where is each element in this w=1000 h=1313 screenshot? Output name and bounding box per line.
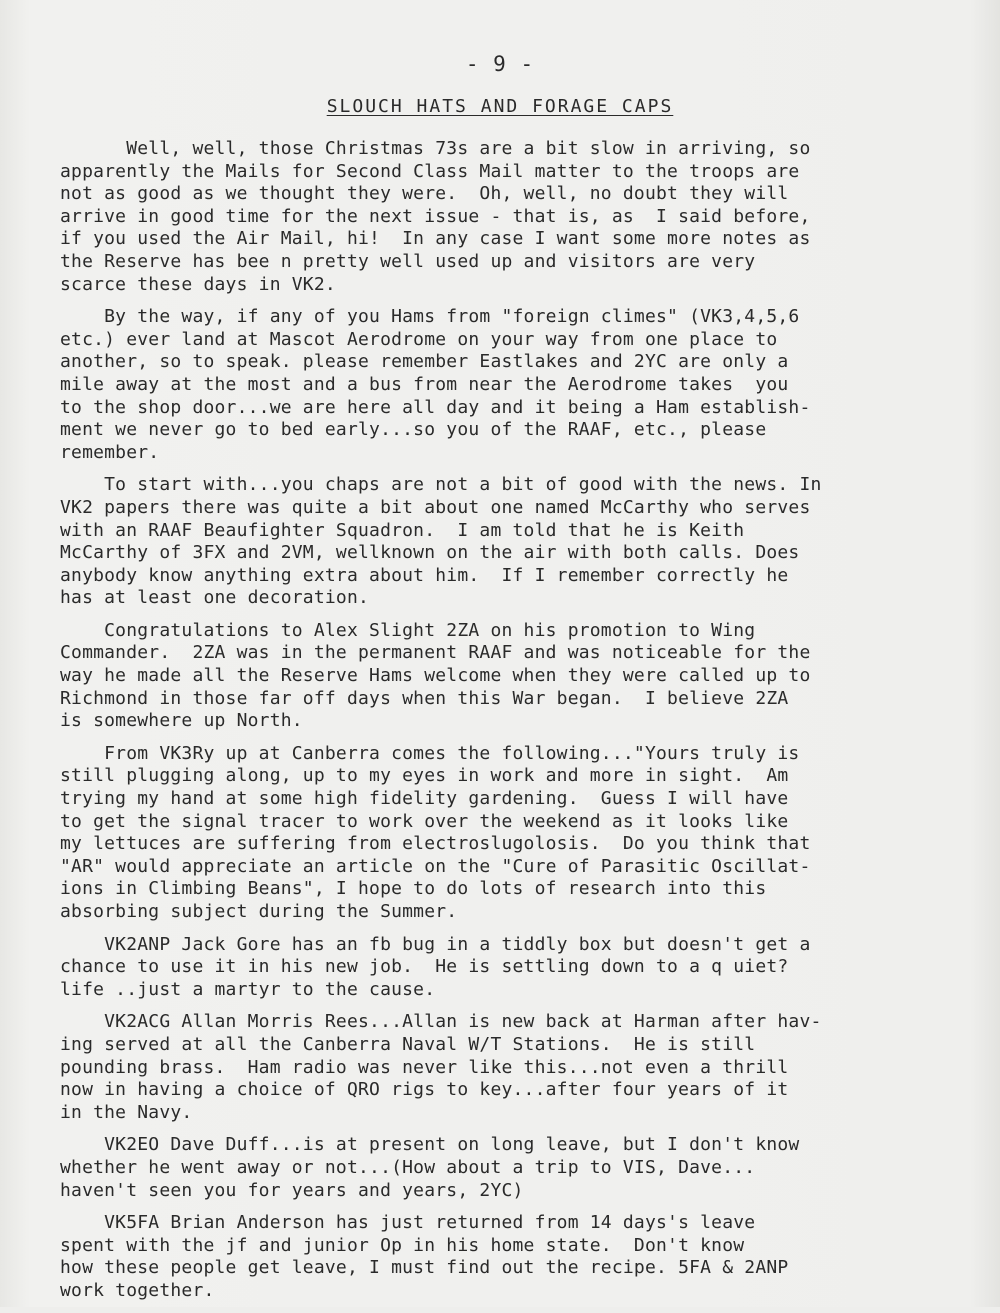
text-line: VK2ANP Jack Gore has an fb bug in a tiddly box but doesn't get a (60, 933, 811, 955)
paragraph (60, 1011, 960, 1124)
text-line: ions in Climbing Beans", I hope to do lots of research into this (60, 878, 767, 900)
text-line: Congratulations to Alex Slight 2ZA on his promotion to Wing (60, 619, 756, 641)
text-line: my lettuces are suffering from electroslugolosis. Do you think that (60, 833, 811, 855)
text-line: remember. (60, 441, 160, 463)
text-line: with an RAAF Beaufighter Squadron. I am told that he is Keith (60, 519, 745, 541)
paragraph (60, 620, 960, 733)
text-line: Richmond in those far off days when this War began. I believe 2ZA (60, 687, 789, 709)
text-line: To start with...you chaps are not a bit of good with the news. In (60, 474, 822, 496)
text-line: apparently the Mails for Second Class Mail matter to the troops are (60, 160, 800, 182)
text-line: etc.) ever land at Mascot Aerodrome on your way from one place to (60, 328, 778, 350)
text-line: ment we never go to bed early...so you of the RAAF, etc., please (60, 419, 767, 441)
paragraph (60, 1134, 960, 1202)
text-line: chance to use it in his new job. He is settling down to a q uiet? (60, 956, 789, 978)
text-line: scarce these days in VK2. (60, 273, 336, 295)
paragraph (60, 743, 960, 924)
text-line: to the shop door...we are here all day and it being a Ham establish- (60, 396, 811, 418)
text-line: McCarthy of 3FX and 2VM, wellknown on the air with both calls. Does (60, 542, 800, 564)
text-line: From VK3Ry up at Canberra comes the following..."Yours truly is (60, 742, 800, 764)
text-line: anybody know anything extra about him. If I remember correctly he (60, 564, 789, 586)
text-line: the Reserve has bee n pretty well used up and visitors are very (60, 250, 756, 272)
text-line: still plugging along, up to my eyes in work and more in sight. Am (60, 765, 789, 787)
paragraph (60, 474, 960, 610)
text-line: in the Navy. (60, 1101, 193, 1123)
text-line: another, so to speak. please remember Eastlakes and 2YC are only a (60, 351, 789, 373)
text-line: absorbing subject during the Summer. (60, 901, 458, 922)
paragraph (60, 934, 960, 1002)
text-line: arrive in good time for the next issue - that is, as I said before, (60, 205, 811, 227)
page-number: - 9 - (465, 52, 535, 76)
text-line: is somewhere up North. (60, 710, 303, 732)
text-line: has at least one decoration. (60, 587, 370, 609)
text-line: By the way, if any of you Hams from "foreign climes" (VK3,4,5,6 (60, 306, 800, 328)
text-line: spent with the jf and junior Op in his home state. Don't know (60, 1234, 745, 1256)
article-title: SLOUCH HATS AND FORAGE CAPS (326, 96, 674, 117)
text-line: ing served at all the Canberra Naval W/T Stations. He is still (60, 1033, 756, 1055)
text-line: VK2 papers there was quite a bit about one named McCarthy who serves (60, 496, 811, 518)
text-line: whether he went away or not...(How about a trip to VIS, Dave... (60, 1156, 756, 1178)
text-line: mile away at the most and a bus from near the Aerodrome takes you (60, 373, 789, 395)
paragraph (60, 1212, 960, 1302)
paragraph (60, 138, 960, 296)
text-line: how these people get leave, I must find out the recipe. 5FA & 2ANP (60, 1257, 789, 1279)
text-line: Commander. 2ZA was in the permanent RAAF and was noticeable for the (60, 642, 811, 664)
text-line: work together. (60, 1279, 215, 1301)
text-line: trying my hand at some high fidelity gardening. Guess I will have (60, 788, 789, 810)
text-line: "AR" would appreciate an article on the "Cure of Parasitic Oscillat- (60, 855, 811, 877)
text-line: now in having a choice of QRO rigs to key...after four years of it (60, 1079, 789, 1101)
paragraph (60, 306, 960, 464)
text-line: pounding brass. Ham radio was never like this...not even a thrill (60, 1056, 789, 1078)
text-line: VK2ACG Allan Morris Rees...Allan is new back at Harman after hav- (60, 1011, 822, 1033)
text-line: haven't seen you for years and years, 2YC) (60, 1179, 524, 1201)
text-line: if you used the Air Mail, hi! In any case I want some more notes as (60, 228, 811, 250)
text-line: life ..just a martyr to the cause. (60, 978, 436, 1000)
text-line: VK5FA Brian Anderson has just returned from 14 days's leave (60, 1212, 756, 1234)
text-line: VK2EO Dave Duff...is at present on long leave, but I don't know (60, 1134, 800, 1156)
text-line: to get the signal tracer to work over the weekend as it looks like (60, 810, 789, 832)
text-line: way he made all the Reserve Hams welcome when they were called up to (60, 665, 811, 687)
text-line: Well, well, those Christmas 73s are a bit slow in arriving, so (60, 138, 811, 159)
article-body (60, 138, 960, 1313)
text-line: not as good as we thought they were. Oh, well, no doubt they will (60, 183, 789, 205)
